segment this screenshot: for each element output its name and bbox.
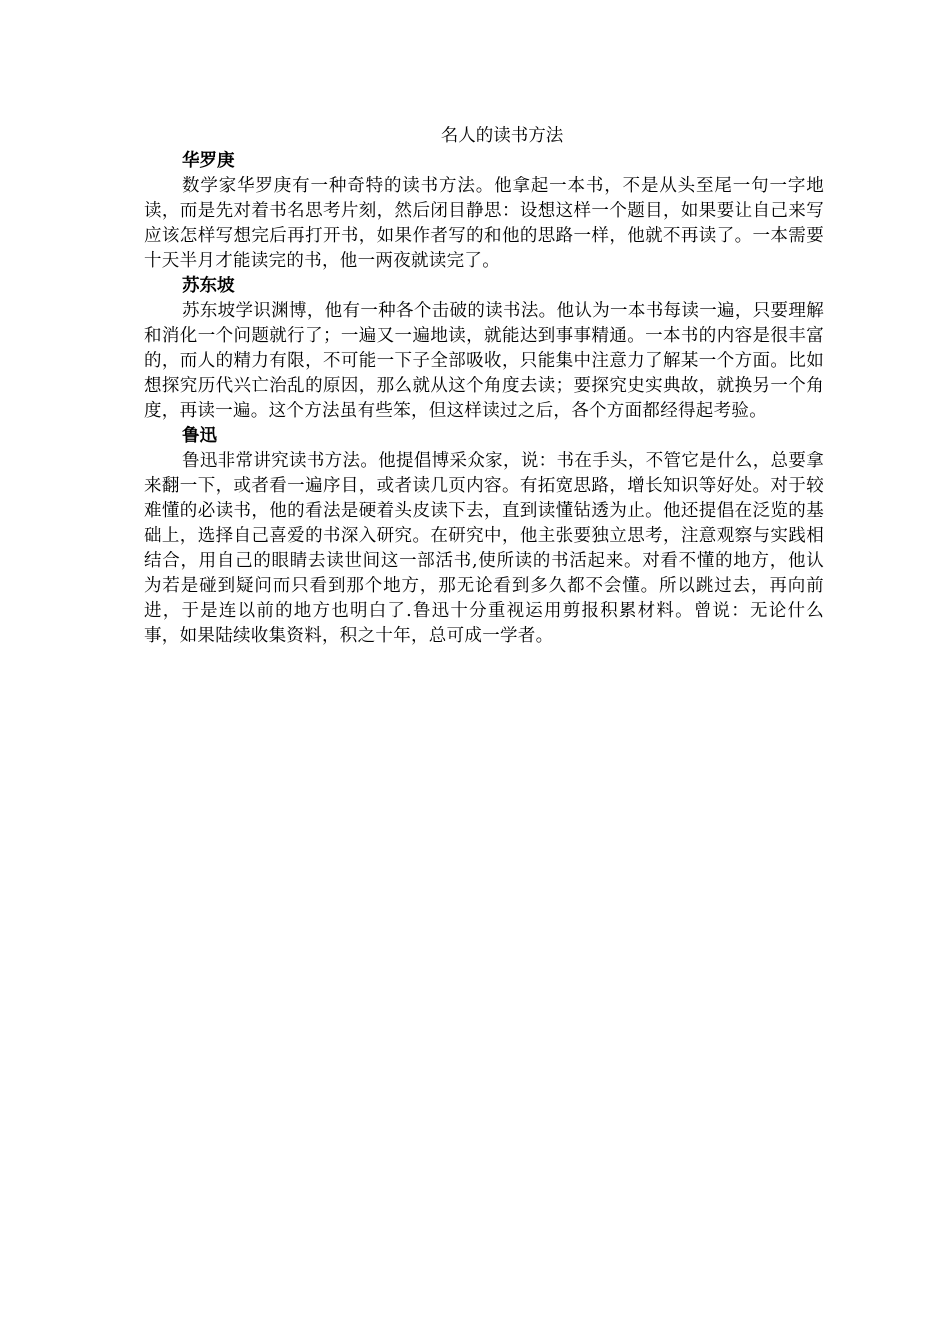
section-paragraph: 鲁迅非常讲究读书方法。他提倡博采众家，说：书在手头，不管它是什么，总要拿来翻一下，或者看一遍序目，或者读几页内容。有拓宽思路，增长知识等好处。对于较难懂的必读书，他的看法是硬着头皮读下去，直到读懂钻透为止。他还提倡在泛览的基础上，选择自己喜爱的书深入研究。在研究中，他主张要独立思考，注意观察与实践相结合，用自己的眼睛去读世间这一部活书,使所读的书活起来。对看不懂的地方，他认为若是碰到疑问而只看到那个地方，那无论看到多久都不会懂。所以跳过去，再向前进，于是连以前的地方也明白了.鲁迅十分重视运用剪报积累材料。曾说：无论什么事，如果陆续收集资料，积之十年，总可成一学者。 [144, 451, 824, 646]
section-heading: 鲁迅 [182, 426, 217, 446]
section-heading: 苏东坡 [182, 276, 235, 296]
section-su-dongpo [144, 274, 824, 424]
document-title: 名人的读书方法 [440, 126, 564, 146]
section-heading: 华罗庚 [182, 151, 235, 171]
section-hua-luogeng [144, 149, 824, 274]
document-content [144, 124, 824, 649]
section-paragraph: 数学家华罗庚有一种奇特的读书方法。他拿起一本书，不是从头至尾一句一字地读，而是先对着书名思考片刻，然后闭目静思：设想这样一个题目，如果要让自己来写应该怎样写想完后再打开书，如果作者写的和他的思路一样，他就不再读了。一本需要十天半月才能读完的书，他一两夜就读完了。 [144, 176, 824, 271]
section-paragraph: 苏东坡学识渊博，他有一种各个击破的读书法。他认为一本书每读一遍，只要理解和消化一个问题就行了；一遍又一遍地读，就能达到事事精通。一本书的内容是很丰富的，而人的精力有限，不可能一下子全部吸收，只能集中注意力了解某一个方面。比如想探究历代兴亡治乱的原因，那么就从这个角度去读；要探究史实典故，就换另一个角度，再读一遍。这个方法虽有些笨，但这样读过之后，各个方面都经得起考验。 [144, 301, 824, 421]
section-lu-xun [144, 424, 824, 649]
